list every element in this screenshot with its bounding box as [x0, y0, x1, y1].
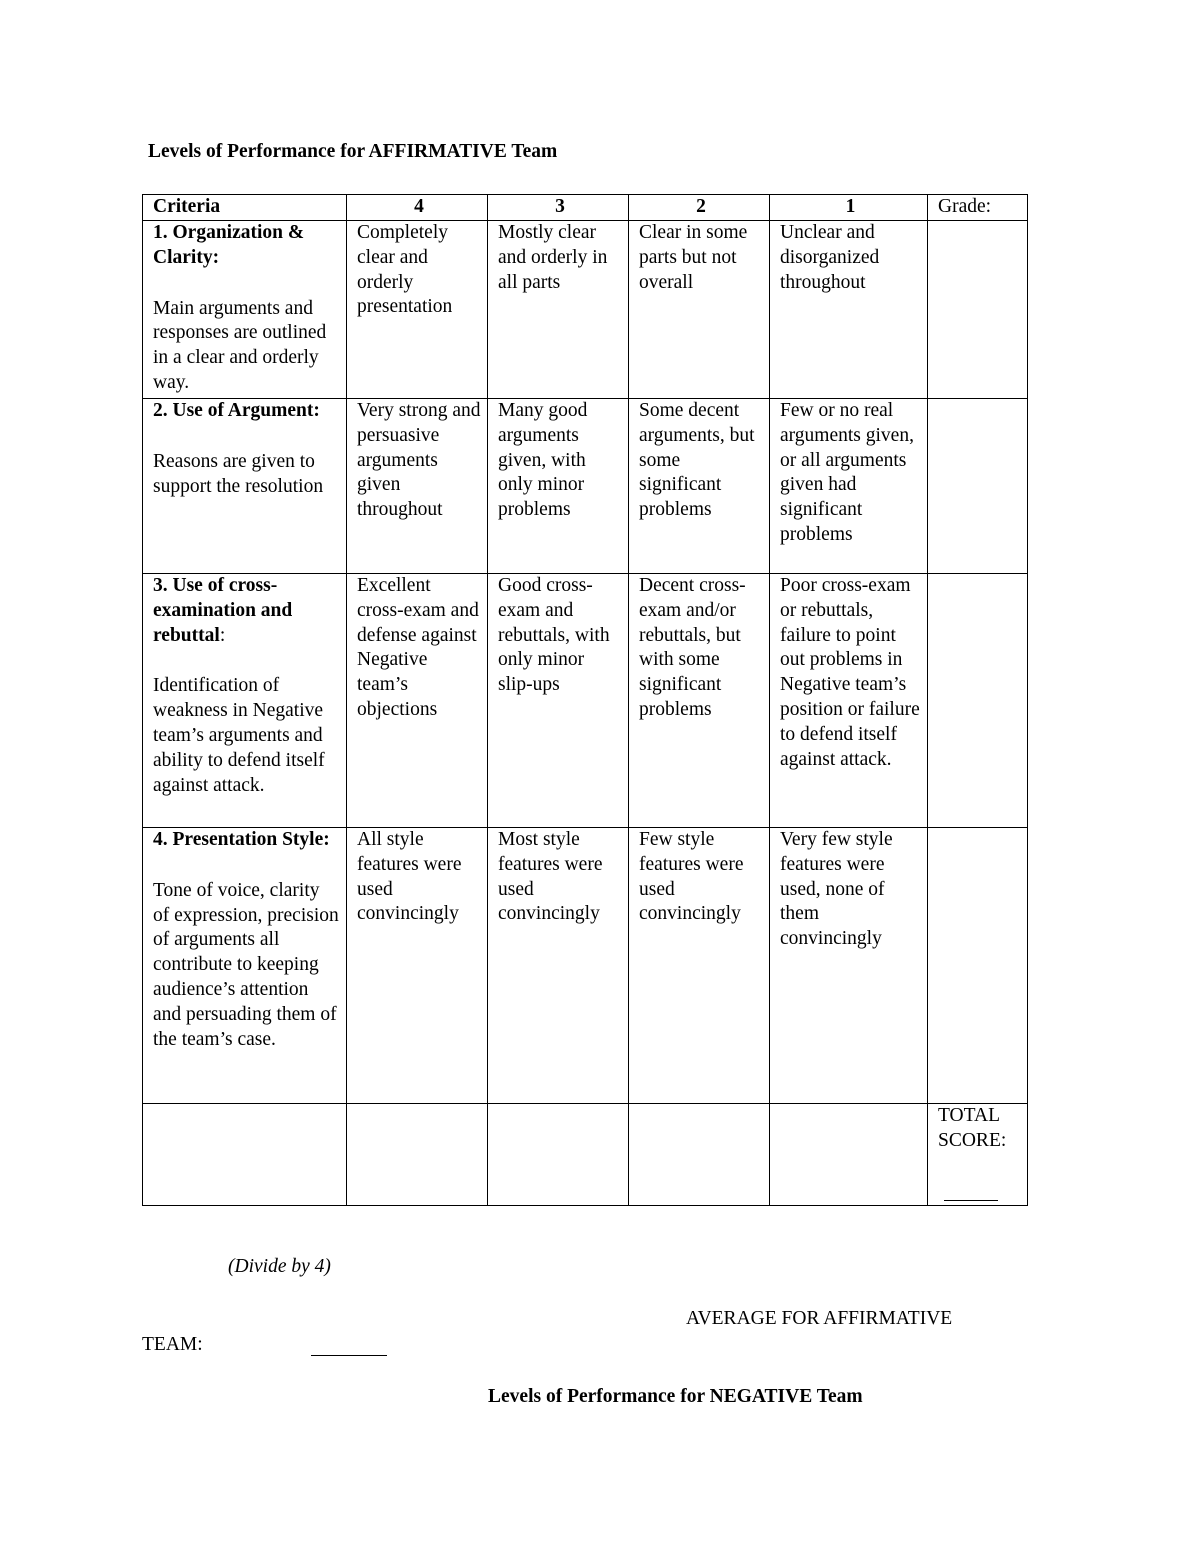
- empty-cell: [770, 1104, 928, 1206]
- criteria-name: 2. Use of Argument:: [153, 400, 320, 421]
- level-3-cell: Good cross-exam and rebuttals, with only minor slip-ups: [488, 574, 629, 828]
- empty-cell: [629, 1104, 770, 1206]
- level-3-cell: Mostly clear and orderly in all parts: [488, 221, 629, 399]
- level-1-cell: Few or no real arguments given, or all arguments given had significant problems: [770, 399, 928, 574]
- criteria-cell: [143, 828, 347, 1104]
- level-3-cell: Most style features were used convincingly: [488, 828, 629, 1104]
- header-level-1: 1: [770, 195, 928, 221]
- average-label-line2: TEAM:: [142, 1334, 203, 1355]
- table-header-row: [143, 195, 1028, 221]
- level-2-cell: Decent cross-exam and/or rebuttals, but with some significant problems: [629, 574, 770, 828]
- average-label-line1: AVERAGE FOR AFFIRMATIVE: [686, 1308, 953, 1329]
- grade-cell[interactable]: [928, 399, 1028, 574]
- affirmative-rubric-table: [142, 194, 1028, 1206]
- criteria-name: 4. Presentation Style:: [153, 829, 330, 850]
- criteria-description: Identification of weakness in Negative team’s arguments and ability to defend itself against attack.: [153, 675, 325, 796]
- level-2-cell: Some decent arguments, but some significant problems: [629, 399, 770, 574]
- affirmative-rubric-title: Levels of Performance for AFFIRMATIVE Team: [148, 141, 558, 162]
- divide-note: (Divide by 4): [228, 1256, 331, 1277]
- grade-cell[interactable]: [928, 574, 1028, 828]
- header-level-4: 4: [347, 195, 488, 221]
- level-1-cell: Unclear and disorganized throughout: [770, 221, 928, 399]
- header-criteria: Criteria: [143, 195, 347, 221]
- level-3-cell: Many good arguments given, with only minor problems: [488, 399, 629, 574]
- table-row: [143, 828, 1028, 1104]
- header-level-2: 2: [629, 195, 770, 221]
- criteria-name: 1. Organization & Clarity:: [153, 222, 305, 268]
- level-4-cell: All style features were used convincingly: [347, 828, 488, 1104]
- criteria-description: Tone of voice, clarity of expression, precision of arguments all contribute to keeping audience’s attention and persuading them of the team’s case.: [153, 879, 339, 1050]
- negative-rubric-title: Levels of Performance for NEGATIVE Team: [488, 1386, 863, 1407]
- empty-cell: [143, 1104, 347, 1206]
- total-score-label: TOTAL SCORE:: [938, 1105, 1007, 1151]
- level-4-cell: Excellent cross-exam and defense against Negative team’s objections: [347, 574, 488, 828]
- total-score-cell[interactable]: [928, 1104, 1028, 1206]
- criteria-cell: [143, 221, 347, 399]
- empty-cell: [347, 1104, 488, 1206]
- criteria-name-suffix: :: [219, 624, 226, 646]
- empty-cell: [488, 1104, 629, 1206]
- total-score-blank-line: [944, 1200, 998, 1201]
- header-level-3: 3: [488, 195, 629, 221]
- table-row: [143, 221, 1028, 399]
- criteria-description: Main arguments and responses are outlined in a clear and orderly way.: [153, 297, 327, 393]
- level-2-cell: Clear in some parts but not overall: [629, 221, 770, 399]
- level-1-cell: Poor cross-exam or rebuttals, failure to point out problems in Negative team’s position or failure to defend itself against attack.: [770, 574, 928, 828]
- grade-cell[interactable]: [928, 828, 1028, 1104]
- criteria-description: Reasons are given to support the resolution: [153, 450, 324, 497]
- level-2-cell: Few style features were used convincingly: [629, 828, 770, 1104]
- criteria-name: 3. Use of cross-examination and rebuttal: [153, 575, 293, 646]
- table-row: [143, 399, 1028, 574]
- table-row: [143, 574, 1028, 828]
- criteria-cell: [143, 399, 347, 574]
- header-grade: Grade:: [928, 195, 1028, 221]
- level-4-cell: Completely clear and orderly presentation: [347, 221, 488, 399]
- criteria-name-wrap: [153, 574, 340, 648]
- grade-cell[interactable]: [928, 221, 1028, 399]
- level-1-cell: Very few style features were used, none of them convincingly: [770, 828, 928, 1104]
- total-row: [143, 1104, 1028, 1206]
- criteria-cell: [143, 574, 347, 828]
- average-blank-line[interactable]: [311, 1355, 387, 1356]
- level-4-cell: Very strong and persuasive arguments given throughout: [347, 399, 488, 574]
